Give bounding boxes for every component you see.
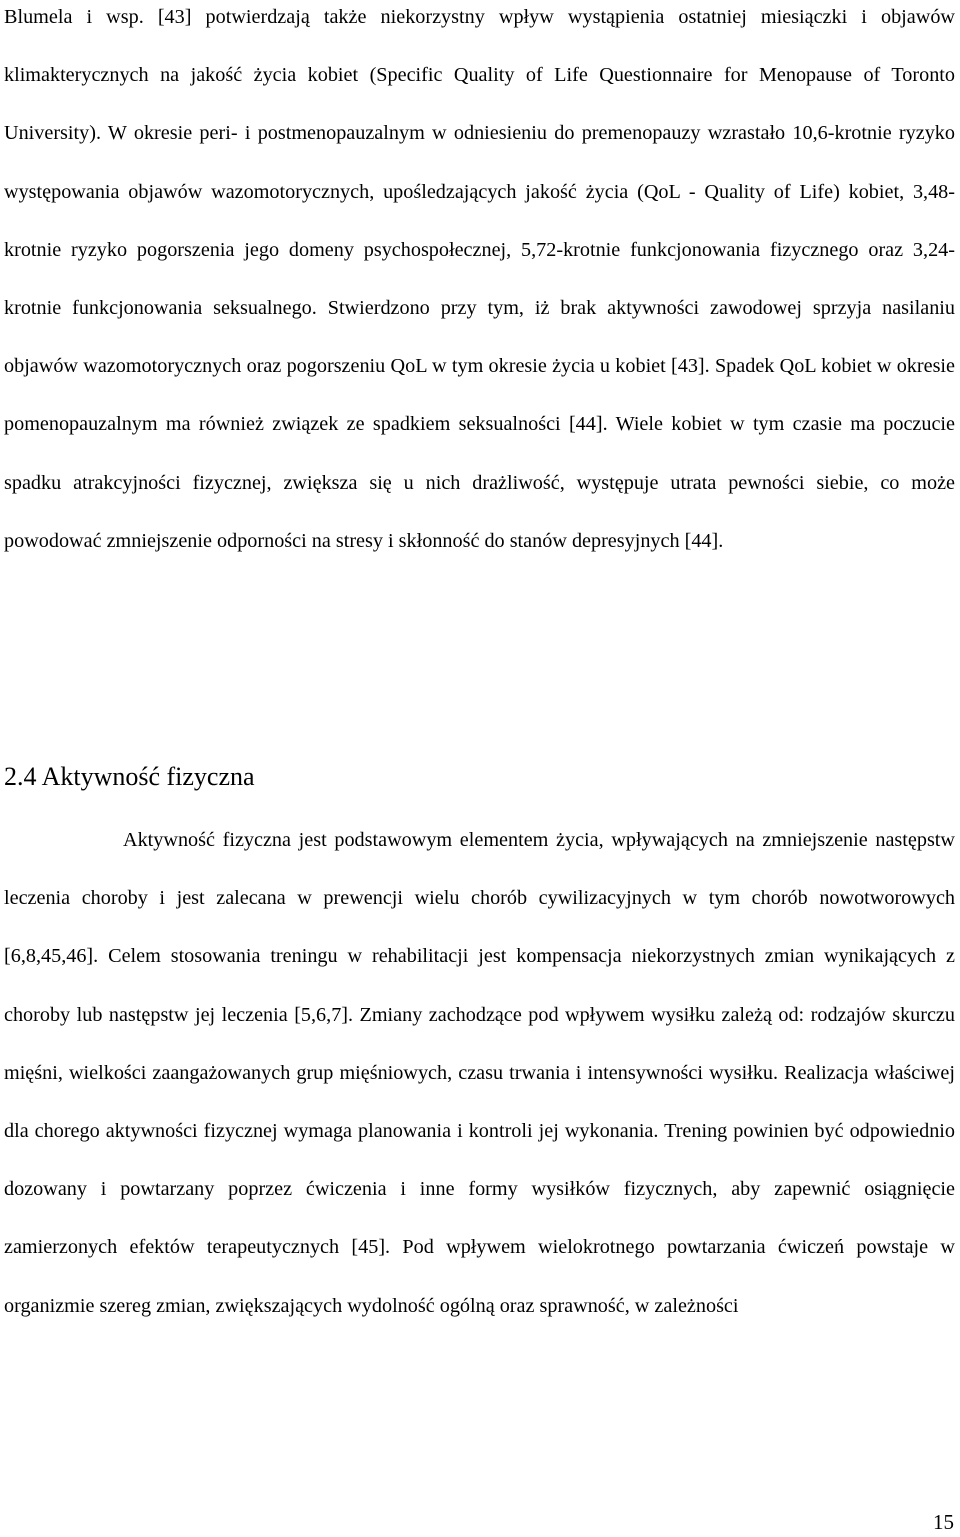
page-number: 15 — [933, 1510, 954, 1534]
body-paragraph-1: Blumela i wsp. [43] potwierdzają także niekorzystny wpływ wystąpienia ostatniej miesiączki i objawów klimakterycznych na jakość życia kobiet (Specific Quality of Life Questionnaire for Menopause of Toronto University). W okresie peri- i postmenopauzalnym w odniesieniu do premenopauzy wzrastało 10,6-krotnie ryzyko występowania objawów wazomotorycznych, upośledzających jakość życia (QoL - Quality of Life) kobiet, 3,48-krotnie ryzyko pogorszenia jego domeny psychospołecznej, 5,72-krotnie funkcjonowania fizycznego oraz 3,24-krotnie funkcjonowania seksualnego. Stwierdzono przy tym, iż brak aktywności zawodowej sprzyja nasilaniu objawów wazomotorycznych oraz pogorszeniu QoL w tym okresie życia u kobiet [43]. Spadek QoL kobiet w okresie pomenopauzalnym ma również związek ze spadkiem seksualności [44]. Wiele kobiet w tym czasie ma poczucie spadku atrakcyjności fizycznej, zwiększa się u nich drażliwość, występuje utrata pewności siebie, co może powodować zmniejszenie odporności na stresy i skłonność do stanów depresyjnych [44]. — [4, 6, 955, 552]
section-heading: 2.4 Aktywność fizyczna — [4, 762, 255, 791]
body-paragraph-2: Aktywność fizyczna jest podstawowym elementem życia, wpływających na zmniejszenie następstw leczenia choroby i jest zalecana w prewencji wielu chorób cywilizacyjnych w tym chorób nowotworowych [6,8,45,46]. Celem stosowania treningu w rehabilitacji jest kompensacja niekorzystnych zmian wynikających z choroby lub następstw jej leczenia [5,6,7]. Zmiany zachodzące pod wpływem wysiłku zależą od: rodzajów skurczu mięśni, wielkości zaangażowanych grup mięśniowych, czasu trwania i intensywności wysiłku. Realizacja właściwej dla chorego aktywności fizycznej wymaga planowania i kontroli jej wykonania. Trening powinien być odpowiednio dozowany i powtarzany poprzez ćwiczenia i inne formy wysiłków fizycznych, aby zapewnić osiągnięcie zamierzonych efektów terapeutycznych [45]. Pod wpływem wielokrotnego powtarzania ćwiczeń powstaje w organizmie szereg zmian, zwiększających wydolność ogólną oraz sprawność, w zależności — [4, 829, 955, 1317]
